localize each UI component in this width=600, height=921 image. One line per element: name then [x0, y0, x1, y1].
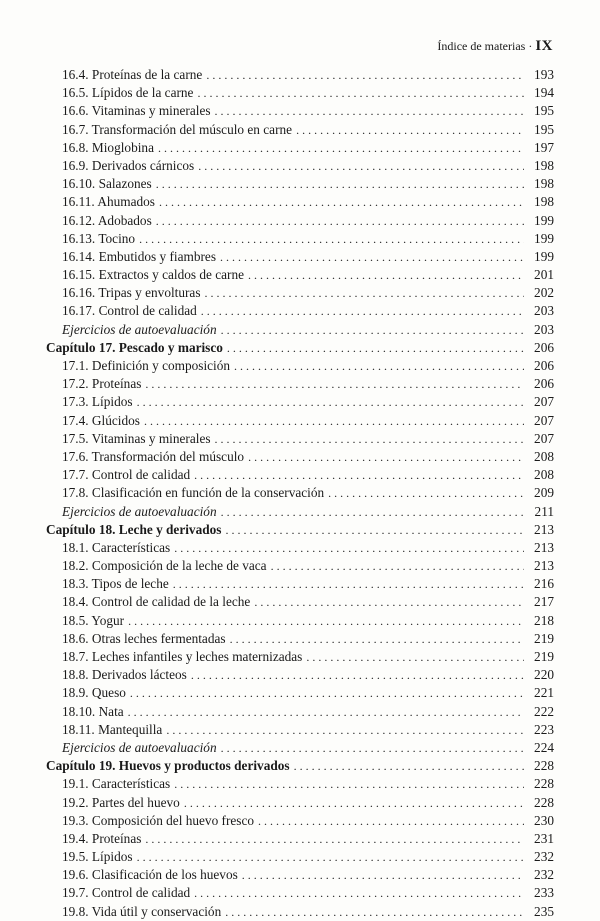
toc-section-entry — [46, 612, 554, 630]
dot-leader — [227, 339, 524, 357]
toc-entry-label: 17.4. Glúcidos — [62, 412, 140, 428]
toc-entry-label: 17.7. Control de calidad — [62, 467, 191, 483]
toc-entry-page: 207 — [534, 430, 554, 446]
dot-leader — [158, 139, 524, 157]
dot-leader — [139, 230, 524, 248]
toc-entry-label: Ejercicios de autoevaluación — [62, 739, 217, 755]
toc-section-entry — [46, 648, 554, 666]
dot-leader — [221, 739, 524, 757]
toc-entry-label: 16.7. Transformación del músculo en carne — [62, 121, 293, 137]
toc-entry-label: 19.6. Clasificación de los huevos — [62, 867, 238, 883]
toc-entry-label: 18.6. Otras leches fermentadas — [62, 630, 226, 646]
dot-leader — [254, 593, 524, 611]
dot-leader — [234, 357, 524, 375]
dot-leader — [197, 84, 524, 102]
toc-section-entry — [46, 157, 554, 175]
toc-section-entry — [46, 884, 554, 902]
toc-section-entry — [46, 412, 554, 430]
dot-leader — [128, 612, 524, 630]
toc-entry-page: 199 — [534, 230, 554, 246]
dot-leader — [205, 284, 524, 302]
toc-entry-label: Capítulo 19. Huevos y productos derivados — [46, 758, 290, 774]
toc-section-entry — [46, 666, 554, 684]
toc-entry-label: 16.17. Control de calidad — [62, 303, 197, 319]
toc-entry-page: 232 — [534, 849, 554, 865]
toc-entry-page: 219 — [534, 630, 554, 646]
toc-entry-label: 19.8. Vida útil y conservación — [62, 903, 222, 919]
toc-section-entry — [46, 812, 554, 830]
toc-entry-page: 203 — [534, 303, 554, 319]
toc-entry-label: 18.7. Leches infantiles y leches maternizadas — [62, 649, 303, 664]
dot-leader — [144, 412, 524, 430]
dot-leader — [145, 375, 524, 393]
toc-section-entry — [46, 575, 554, 593]
toc-entry-page: 198 — [534, 176, 554, 192]
toc-entry-page: 235 — [534, 903, 554, 919]
toc-entry-page: 230 — [534, 812, 554, 828]
page-number: IX — [535, 38, 553, 54]
dot-leader — [220, 248, 524, 266]
toc-section-entry — [46, 302, 554, 320]
dot-leader — [248, 266, 524, 284]
toc-entry-label: 17.6. Transformación del músculo — [62, 448, 245, 464]
dot-leader — [198, 157, 524, 175]
toc-entry-page: 213 — [534, 539, 554, 555]
toc-section-entry — [46, 794, 554, 812]
dot-leader — [306, 648, 524, 666]
toc-entry-page: 195 — [534, 103, 554, 119]
toc-section-entry — [46, 484, 554, 502]
toc-section-entry — [46, 775, 554, 793]
toc-section-entry — [46, 630, 554, 648]
toc-entry-label: 18.2. Composición de la leche de vaca — [62, 558, 267, 574]
toc-section-entry — [46, 684, 554, 702]
dot-leader — [206, 66, 524, 84]
dot-leader — [166, 721, 524, 739]
dot-leader — [137, 393, 524, 411]
toc-entry-label: 19.7. Control de calidad — [62, 885, 191, 901]
dot-leader — [137, 848, 524, 866]
toc-entry-page: 197 — [534, 139, 554, 155]
toc-section-entry — [46, 284, 554, 302]
toc-section-entry — [46, 139, 554, 157]
toc-section-entry — [46, 703, 554, 721]
dot-leader — [159, 193, 524, 211]
dot-leader — [173, 575, 524, 593]
toc-section-entry — [46, 121, 554, 139]
toc-section-entry — [46, 430, 554, 448]
toc-section-entry — [46, 84, 554, 102]
dot-leader — [156, 212, 524, 230]
dot-leader — [225, 521, 524, 539]
running-title: Índice de materias — [437, 39, 526, 53]
dot-leader — [271, 557, 524, 575]
toc-entry-page: 195 — [534, 121, 554, 137]
toc-entry-label: 16.4. Proteínas de la carne — [62, 67, 203, 82]
toc-section-entry — [46, 557, 554, 575]
toc-entry-label: 16.5. Lípidos de la carne — [62, 85, 194, 101]
toc-entry-label: 18.11. Mantequilla — [62, 721, 163, 737]
toc-entry-page: 206 — [534, 358, 554, 373]
dot-leader — [215, 102, 524, 120]
toc-entry-label: 18.8. Derivados lácteos — [62, 667, 187, 683]
toc-entry-label: 16.13. Tocino — [62, 230, 136, 246]
toc-section-entry — [46, 448, 554, 466]
toc-entry-label: Ejercicios de autoevaluación — [62, 321, 217, 337]
dot-leader — [156, 175, 524, 193]
dot-leader — [194, 884, 524, 902]
toc-entry-label: 18.9. Queso — [62, 685, 126, 701]
toc-entry-label: Capítulo 18. Leche y derivados — [46, 521, 222, 537]
toc-entry-page: 206 — [534, 376, 554, 392]
dot-leader — [194, 466, 524, 484]
toc-entry-label: 19.1. Características — [62, 776, 171, 792]
toc-section-entry — [46, 375, 554, 393]
toc-entry-label: 18.1. Características — [62, 539, 171, 555]
toc-section-entry — [46, 193, 554, 211]
toc-entry-label: 19.2. Partes del huevo — [62, 794, 180, 810]
toc-entry-page: 222 — [534, 703, 554, 719]
toc-entry-label: 19.4. Proteínas — [62, 830, 142, 846]
dot-leader — [258, 812, 524, 830]
dot-leader — [294, 757, 524, 775]
toc-entry-page: 223 — [534, 721, 554, 737]
toc-entry-page: 201 — [534, 267, 554, 283]
toc-entry-label: 16.8. Mioglobina — [62, 139, 154, 155]
toc-entry-label: 16.9. Derivados cárnicos — [62, 157, 195, 173]
toc-section-entry — [46, 866, 554, 884]
toc-section-entry — [46, 830, 554, 848]
toc-entry-page: 198 — [534, 194, 554, 210]
dot-leader — [174, 539, 524, 557]
toc-section-entry — [46, 230, 554, 248]
toc-entry-page: 221 — [534, 685, 554, 701]
dot-leader — [201, 302, 524, 320]
toc-section-entry — [46, 903, 554, 921]
toc-section-entry — [46, 175, 554, 193]
toc-chapter-entry — [46, 339, 554, 357]
dot-leader — [296, 121, 524, 139]
toc-entry-label: 16.14. Embutidos y fiambres — [62, 248, 217, 264]
dot-leader — [230, 630, 524, 648]
toc-entry-page: 217 — [534, 594, 554, 610]
dot-leader — [191, 666, 524, 684]
toc-exercise-entry — [46, 503, 554, 521]
toc-entry-page: 199 — [534, 248, 554, 264]
toc-section-entry — [46, 266, 554, 284]
running-header — [437, 38, 553, 55]
toc-section-entry — [46, 721, 554, 739]
dot-leader — [221, 321, 524, 339]
toc-section-entry — [46, 466, 554, 484]
dot-leader — [145, 830, 524, 848]
toc-entry-label: 18.4. Control de calidad de la leche — [62, 594, 251, 610]
toc-entry-label: 17.5. Vitaminas y minerales — [62, 430, 211, 446]
toc-entry-page: 202 — [534, 285, 554, 301]
toc-entry-page: 231 — [534, 830, 554, 846]
toc-section-entry — [46, 66, 554, 84]
toc-entry-page: 218 — [534, 612, 554, 628]
toc-entry-page: 209 — [534, 485, 554, 501]
toc-entry-label: 16.6. Vitaminas y minerales — [62, 103, 211, 119]
toc-entry-page: 220 — [534, 667, 554, 683]
toc-entry-page: 228 — [534, 794, 554, 810]
toc-entry-label: 19.3. Composición del huevo fresco — [62, 812, 255, 828]
toc-exercise-entry — [46, 321, 554, 339]
toc-entry-page: 216 — [534, 576, 554, 592]
toc-entry-page: 232 — [534, 867, 554, 883]
toc-entry-page: 206 — [534, 339, 554, 355]
dot-leader — [242, 866, 524, 884]
dot-leader — [328, 484, 524, 502]
toc-entry-page: 207 — [534, 394, 554, 410]
toc-section-entry — [46, 357, 554, 375]
toc-entry-label: 18.10. Nata — [62, 703, 124, 719]
table-of-contents — [46, 66, 554, 921]
toc-entry-page: 208 — [534, 467, 554, 483]
dot-leader — [128, 703, 524, 721]
dot-leader — [225, 903, 524, 921]
toc-section-entry — [46, 393, 554, 411]
header-separator: · — [528, 39, 533, 53]
toc-chapter-entry — [46, 757, 554, 775]
toc-entry-page: 213 — [534, 558, 554, 574]
toc-entry-page: 208 — [534, 448, 554, 464]
toc-section-entry — [46, 248, 554, 266]
toc-entry-page: 213 — [534, 521, 554, 537]
toc-entry-label: 17.8. Clasificación en función de la conservación — [62, 485, 325, 501]
dot-leader — [248, 448, 524, 466]
toc-section-entry — [46, 848, 554, 866]
toc-entry-page: 211 — [534, 503, 554, 519]
toc-section-entry — [46, 539, 554, 557]
toc-entry-page: 224 — [534, 739, 554, 755]
toc-entry-label: 16.15. Extractos y caldos de carne — [62, 267, 245, 283]
toc-entry-label: 16.16. Tripas y envolturas — [62, 285, 201, 301]
toc-entry-page: 198 — [534, 157, 554, 173]
toc-entry-label: 17.2. Proteínas — [62, 376, 142, 392]
toc-entry-page: 228 — [534, 758, 554, 774]
toc-entry-label: 19.5. Lípidos — [62, 849, 133, 865]
toc-entry-label: 17.1. Definición y composición — [62, 358, 231, 373]
toc-section-entry — [46, 212, 554, 230]
dot-leader — [215, 430, 524, 448]
toc-entry-page: 219 — [534, 649, 554, 664]
toc-entry-label: 17.3. Lípidos — [62, 394, 133, 410]
toc-exercise-entry — [46, 739, 554, 757]
toc-entry-page: 199 — [534, 212, 554, 228]
toc-entry-label: 16.12. Adobados — [62, 212, 152, 228]
dot-leader — [130, 684, 524, 702]
toc-section-entry — [46, 102, 554, 120]
toc-section-entry — [46, 593, 554, 611]
toc-entry-label: 16.10. Salazones — [62, 176, 152, 192]
toc-entry-label: Ejercicios de autoevaluación — [62, 503, 217, 519]
toc-entry-label: 18.5. Yogur — [62, 612, 125, 628]
dot-leader — [174, 775, 524, 793]
toc-entry-page: 207 — [534, 412, 554, 428]
dot-leader — [221, 503, 524, 521]
toc-entry-label: 18.3. Tipos de leche — [62, 576, 169, 592]
toc-entry-page: 203 — [534, 321, 554, 337]
toc-entry-page: 193 — [534, 67, 554, 82]
toc-entry-page: 228 — [534, 776, 554, 792]
toc-entry-page: 194 — [534, 85, 554, 101]
toc-chapter-entry — [46, 521, 554, 539]
toc-entry-label: Capítulo 17. Pescado y marisco — [46, 339, 223, 355]
toc-entry-page: 233 — [534, 885, 554, 901]
toc-entry-label: 16.11. Ahumados — [62, 194, 155, 210]
dot-leader — [184, 794, 524, 812]
